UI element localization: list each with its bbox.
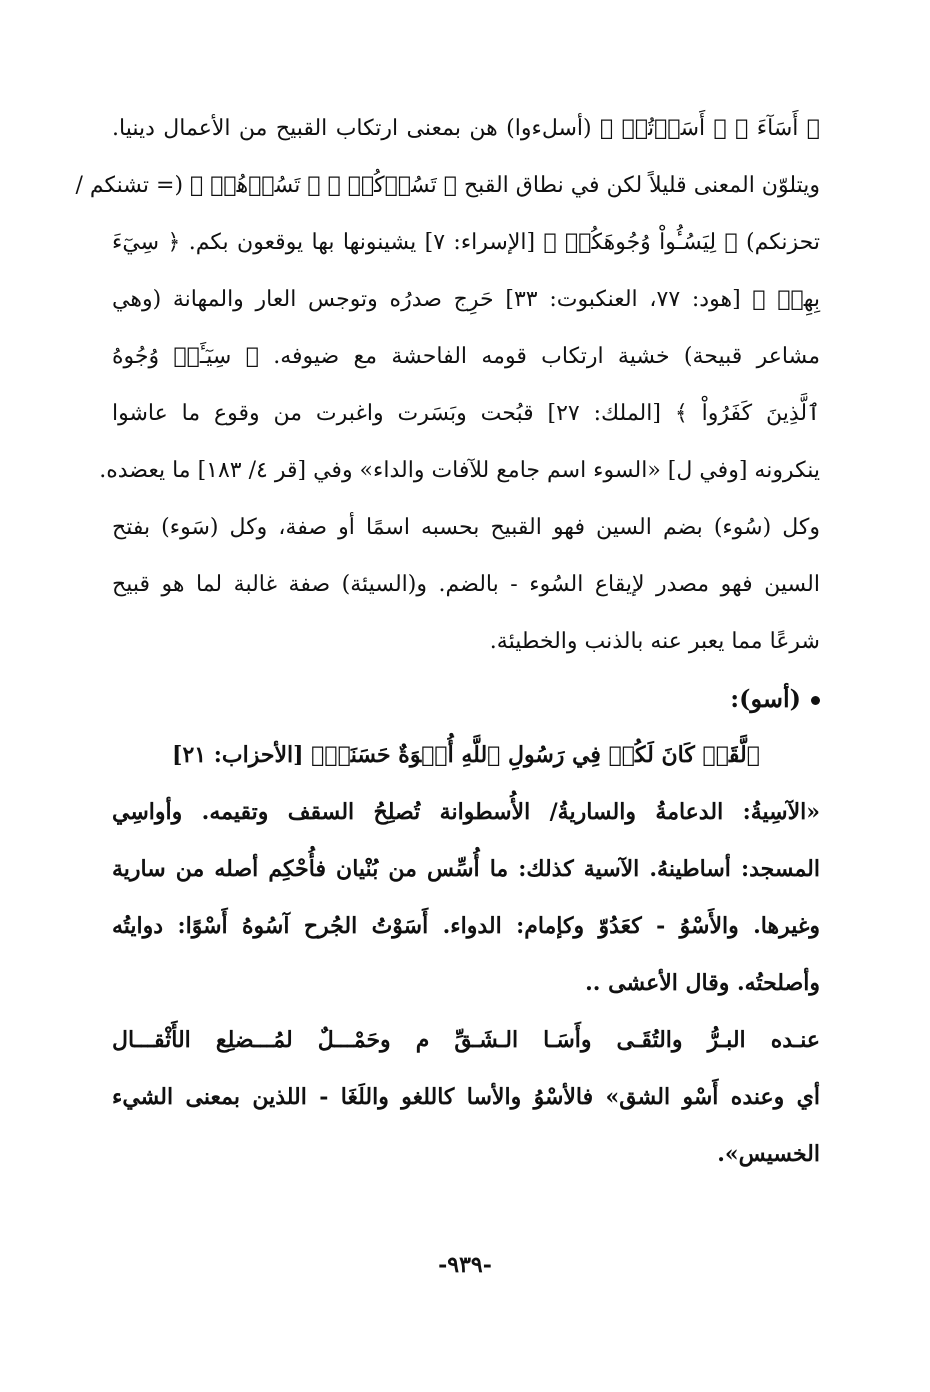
text-line: بِهِمۡ ﴾ [هود: ٧٧، العنكبوت: ٣٣] حَرِج صدرُه وتوجس العار والمهانة (وهي xyxy=(112,287,821,312)
text-line: تحزنكم) ﴿ لِيَسُـُٔواْ وُجُوهَكُمۡ ﴾ [الإسراء: ٧] يشينونها بها يوقعون بكم. ﴿ سِيٓءَ xyxy=(112,230,820,255)
text-line: «الآسِيةُ: الدعامةُ والساريةُ/ الأُسطوانة تُصلِحُ السقف وتقيمه. وأواسِي xyxy=(112,799,820,825)
text-line: ينكرونه [وفي ل] «السوء اسم جامع للآفات والداء» وفي [قر ٤/ ١٨٣] ما يعضده. xyxy=(99,458,820,483)
text-line: وكل (سُوء) بضم السين فهو القبيح بحسبه اسمًا أو صفة، وكل (سَوء) بفتح xyxy=(112,515,820,540)
text-line: شرعًا مما يعبر عنه بالذنب والخطيئة. xyxy=(489,629,820,654)
text-line: السين فهو مصدر لإيقاع السُوء - بالضم. و(السيئة) صفة غالبة لما هو قبيح xyxy=(112,572,820,597)
page-body xyxy=(75,100,821,1183)
text-line: المسجد: أساطينهُ. الآسية كذلك: ما أُسِّس من بُنْيان فأُحْكِم أصله من سارية xyxy=(112,856,820,882)
text-line: أي وعنده أَسْو الشق» فالأسْوُ والأسا كاللغو واللَغَا - اللذين بمعنى الشيء xyxy=(112,1084,820,1110)
text-line: وأصلحتُه. وقال الأعشى .. xyxy=(585,970,820,996)
text-line: وغيرها. والأَسْوُ - كعَدُوّ وكإمام: الدواء. أَسَوْتُ الجُرح آسُوهُ أَسْوًا: دوايتُه xyxy=(112,913,820,939)
bullet-icon xyxy=(811,696,820,705)
text-line: ﴿ أَسَآءَ ﴾ ﴿ أَسَأۡتُمۡ ﴾ (أسلءوا) هن بمعنى ارتكاب القبيح من الأعمال دينيا. xyxy=(112,116,820,141)
section-heading-text: (أسو): xyxy=(730,684,801,713)
section-heading xyxy=(112,670,820,727)
text-line: الخسيس». xyxy=(717,1141,820,1167)
page-number: -٩٣٩- xyxy=(438,1252,492,1278)
text-line: ويتلوّن المعنى قليلاً لكن في نطاق القبح ﴿ تَسُؤۡكُمۡ ﴾ ﴿ تَسُؤۡهُمۡ ﴾ (= تشنكم / xyxy=(75,173,820,198)
text-line: ٱلَّذِينَ كَفَرُواْ ﴾ [الملك: ٢٧] قبُحت وبَسَرت واغبرت من وقوع ما عاشوا xyxy=(112,401,820,426)
text-line: مشاعر قبيحة) خشية ارتكاب قومه الفاحشة مع ضيوفه. ﴿ سِيٓـَٔتۡ وُجُوهُ xyxy=(112,344,820,369)
poetry-verse: عنـده البـرُّ والتُقَـى وأَسَـا الـشَـقِّ م وحَمْـــلٌ لمُـــضلِع الأَثْقـــال xyxy=(112,1027,820,1053)
quran-verse: ﴿لَّقَدۡ كَانَ لَكُمۡ فِي رَسُولِ ٱللَّهِ أُسۡوَةٌ حَسَنَةٞ﴾ [الأحزاب: ٢١] xyxy=(172,742,760,768)
